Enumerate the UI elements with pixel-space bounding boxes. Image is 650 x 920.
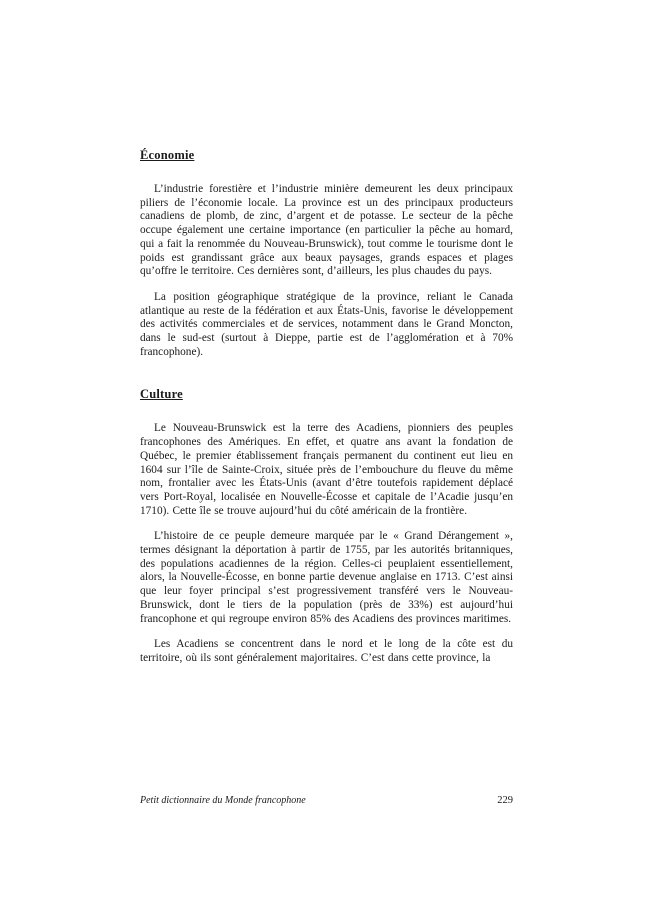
footer-book-title: Petit dictionnaire du Monde francophone xyxy=(140,795,306,806)
paragraph: L’industrie forestière et l’industrie minière demeurent les deux principaux piliers de l’économie locale. La province est un des principaux producteurs canadiens de plomb, de zinc, d’argent et de potasse. Le secteur de la pêche occupe également une certaine importance (en particulier la pêche au homard, qui a fait la renommée du Nouveau-Brunswick), tout comme le tourisme dont le poids est grandissant grâce aux beaux paysages, grands espaces et plages qu’offre le territoire. Ces dernières sont, d’ailleurs, les plus chaudes du pays. xyxy=(140,183,513,278)
section-economie xyxy=(140,148,513,359)
section-heading-culture: Culture xyxy=(140,387,183,402)
paragraph: L’histoire de ce peuple demeure marquée par le « Grand Dérangement », termes désignant la déportation à partir de 1755, par les autorités britanniques, des populations acadiennes de la région. Celles-ci peuplaient essentiellement, alors, la Nouvelle-Écosse, en bonne partie devenue anglaise en 1713. C’est ainsi que leur foyer principal s’est progressivement transféré vers le Nouveau-Brunswick, dont le tiers de la population (près de 33%) est aujourd’hui francophone et qui regroupe environ 85% des Acadiens des provinces maritimes. xyxy=(140,530,513,625)
paragraph: La position géographique stratégique de la province, reliant le Canada atlantique au reste de la fédération et aux États-Unis, favorise le développement des activités commerciales et de services, notamment dans le Grand Moncton, dans le sud-est (surtout à Dieppe, partie est de l’agglomération et à 70% francophone). xyxy=(140,290,513,358)
paragraph: Les Acadiens se concentrent dans le nord et le long de la côte est du territoire, où ils sont généralement majoritaires. C’est dans cette province, la xyxy=(140,638,513,664)
page-footer xyxy=(140,795,513,807)
paragraph: Le Nouveau-Brunswick est la terre des Acadiens, pionniers des peuples francophones des Amériques. En effet, et quatre ans avant la fondation de Québec, le premier établissement français permanent du continent eut lieu en 1604 sur l’île de Sainte-Croix, située près de l’embouchure du fleuve du même nom, frontalier avec les États-Unis (avant d’être toutefois rapidement déplacé vers Port-Royal, localisée en Nouvelle-Écosse et capitale de l’Acadie jusqu’en 1710). Cette île se trouve aujourd’hui du côté américain de la frontière. xyxy=(140,422,513,517)
footer-page-number: 229 xyxy=(497,795,513,806)
section-culture xyxy=(140,387,513,665)
section-heading-economie: Économie xyxy=(140,148,195,162)
page-content xyxy=(140,148,513,666)
